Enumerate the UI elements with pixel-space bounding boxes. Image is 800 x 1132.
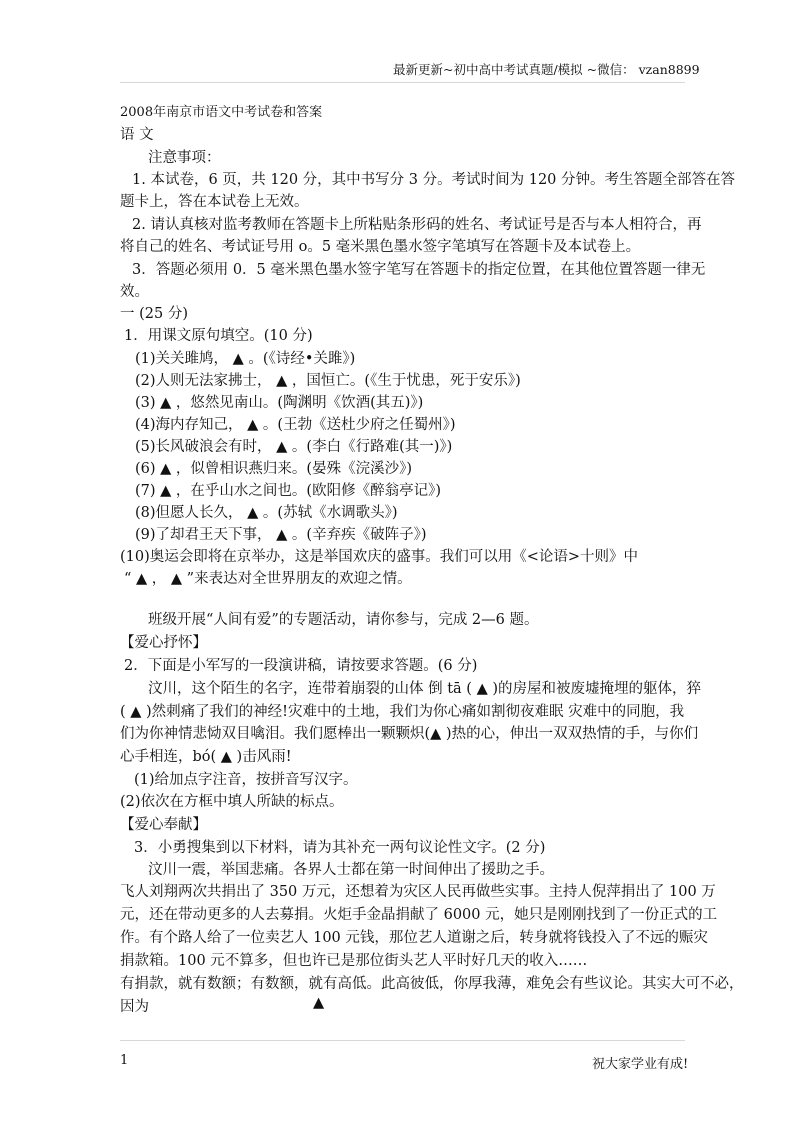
notice-line: 2. 请认真核对监考教师在答题卡上所粘贴条形码的姓名、考试证号是否与本人相符合，再 [132, 217, 702, 233]
question-1-title: 1．用课文原句填空。(10 分) [124, 328, 313, 344]
q1-item-10: (10)奥运会即将在京举办，这是举国欢庆的盛事。我们可以用《<论语>十则》中 [120, 549, 639, 565]
q1-item: (6) ▲ ，似曾相识燕归来。(晏殊《浣溪沙》) [135, 461, 412, 477]
footer-divider [120, 1040, 685, 1041]
subject-label: 语 文 [120, 127, 154, 143]
q3-discussion-line: 有捐款，就有数额；有数额，就有高低。此高彼低，你厚我薄，难免会有些议论。其实大可不必， [120, 976, 744, 992]
notice-line: 效。 [120, 284, 149, 300]
q3-answer-blank: ▲ [313, 995, 325, 1011]
activity-intro: 班级开展“人间有爱”的专题活动，请你参与，完成 2—6 题。 [148, 612, 539, 628]
q2-subquestion: (1)给加点字注音，按拼音写汉字。 [134, 772, 358, 788]
q3-material-line: 捐款箱。100 元不算多，但也许已是那位街头艺人平时好几天的收入…… [120, 953, 588, 969]
q3-material-line: 飞人刘翔两次共捐出了 350 万元，还想着为灾区人民再做些实事。主持人倪萍捐出了 100 万 [120, 884, 716, 900]
q1-item-10-blanks: “ ▲ ， ▲ ”来表达对全世界朋友的欢迎之情。 [124, 571, 412, 587]
q1-item: (7) ▲ ，在乎山水之间也。(欧阳修《醉翁亭记》) [135, 483, 441, 499]
notice-line: 将自己的姓名、考试证号用 o。5 毫米黑色墨水签字笔填写在答题卡及本试卷上。 [120, 239, 641, 255]
section-heading-love-donation: 【爱心奉献】 [120, 817, 207, 833]
notice-line: 3．答题必须用 0．5 毫米黑色墨水签字笔写在答题卡的指定位置，在其他位置答题一律无 [132, 262, 706, 278]
page-number: 1 [120, 1053, 129, 1068]
q2-subquestion: (2)依次在方框中填人所缺的标点。 [120, 794, 344, 810]
page-title: 2008年南京市语文中考试卷和答案 [120, 105, 323, 120]
q2-paragraph-line: ( ▲ )然刺痛了我们的神经!灾难中的土地，我们为你心痛如割彻夜难眠 灾难中的同胞，我 [120, 704, 685, 720]
q1-item: (1)关关雎鸠， ▲ 。(《诗经•关雎》) [135, 351, 356, 367]
q3-material-line: 作。有个路人给了一位卖艺人 100 元钱，那位艺人道谢之后，转身就将钱投入了不远的赈灾 [120, 930, 708, 946]
q1-item: (3) ▲ ，悠然见南山。(陶渊明《饮酒(其五)》) [135, 395, 424, 411]
q1-item: (4)海内存知己， ▲ 。(王勃《送杜少府之任蜀州》) [135, 417, 456, 433]
question-2-title: 2．下面是小军写的一段演讲稿，请按要求答题。(6 分) [124, 658, 478, 674]
q1-item: (9)了却君王天下事， ▲ 。(辛弃疾《破阵子》) [135, 527, 427, 543]
q1-item: (2)人则无法家拂士， ▲ ，国恒亡。(《生于忧患，死于安乐》) [135, 373, 521, 389]
notice-line: 题卡上，答在本试卷上无效。 [120, 194, 309, 210]
section-one-heading: 一 (25 分) [120, 306, 188, 322]
q3-material-line: 元，还在带动更多的人去募捐。火炬手金晶捐献了 6000 元，她只是刚刚找到了一份正式的工 [120, 907, 718, 923]
q1-item: (5)长风破浪会有时， ▲ 。(李白《行路难(其一)》) [135, 439, 453, 455]
header-divider [120, 82, 685, 83]
q3-because-label: 因为 [120, 999, 149, 1015]
notice-title: 注意事项： [148, 150, 221, 166]
q1-item: (8)但愿人长久， ▲ 。(苏轼《水调歌头》) [135, 505, 398, 521]
footer-wish: 祝大家学业有成! [592, 1057, 689, 1072]
q3-intro: 汶川一震，举国悲痛。各界人士都在第一时间伸出了援助之手。 [148, 862, 554, 878]
question-3-title: 3．小勇搜集到以下材料，请为其补充一两句议论性文字。(2 分) [134, 840, 546, 856]
q2-paragraph-line: 们为你神情悲恸双目噙泪。我们愿棒出一颗颗炽(▲ )热的心，伸出一双双热情的手，与你们 [120, 726, 699, 742]
notice-line: 1. 本试卷，6 页，共 120 分，其中书写分 3 分。考试时间为 120 分钟。考生答题全部答在答 [132, 172, 736, 188]
q2-paragraph-line: 心手相连，bó( ▲ )击风雨! [120, 749, 292, 765]
section-heading-love-expression: 【爱心抒怀】 [120, 635, 207, 651]
page-header: 最新更新~初中高中考试真题/模拟 ~微信： vzan8899 [393, 62, 700, 77]
q2-paragraph-line: 汶川，这个陌生的名字，连带着崩裂的山体 倒 tā ( ▲ )的房屋和被废墟掩埋的躯体，猝 [148, 681, 701, 697]
